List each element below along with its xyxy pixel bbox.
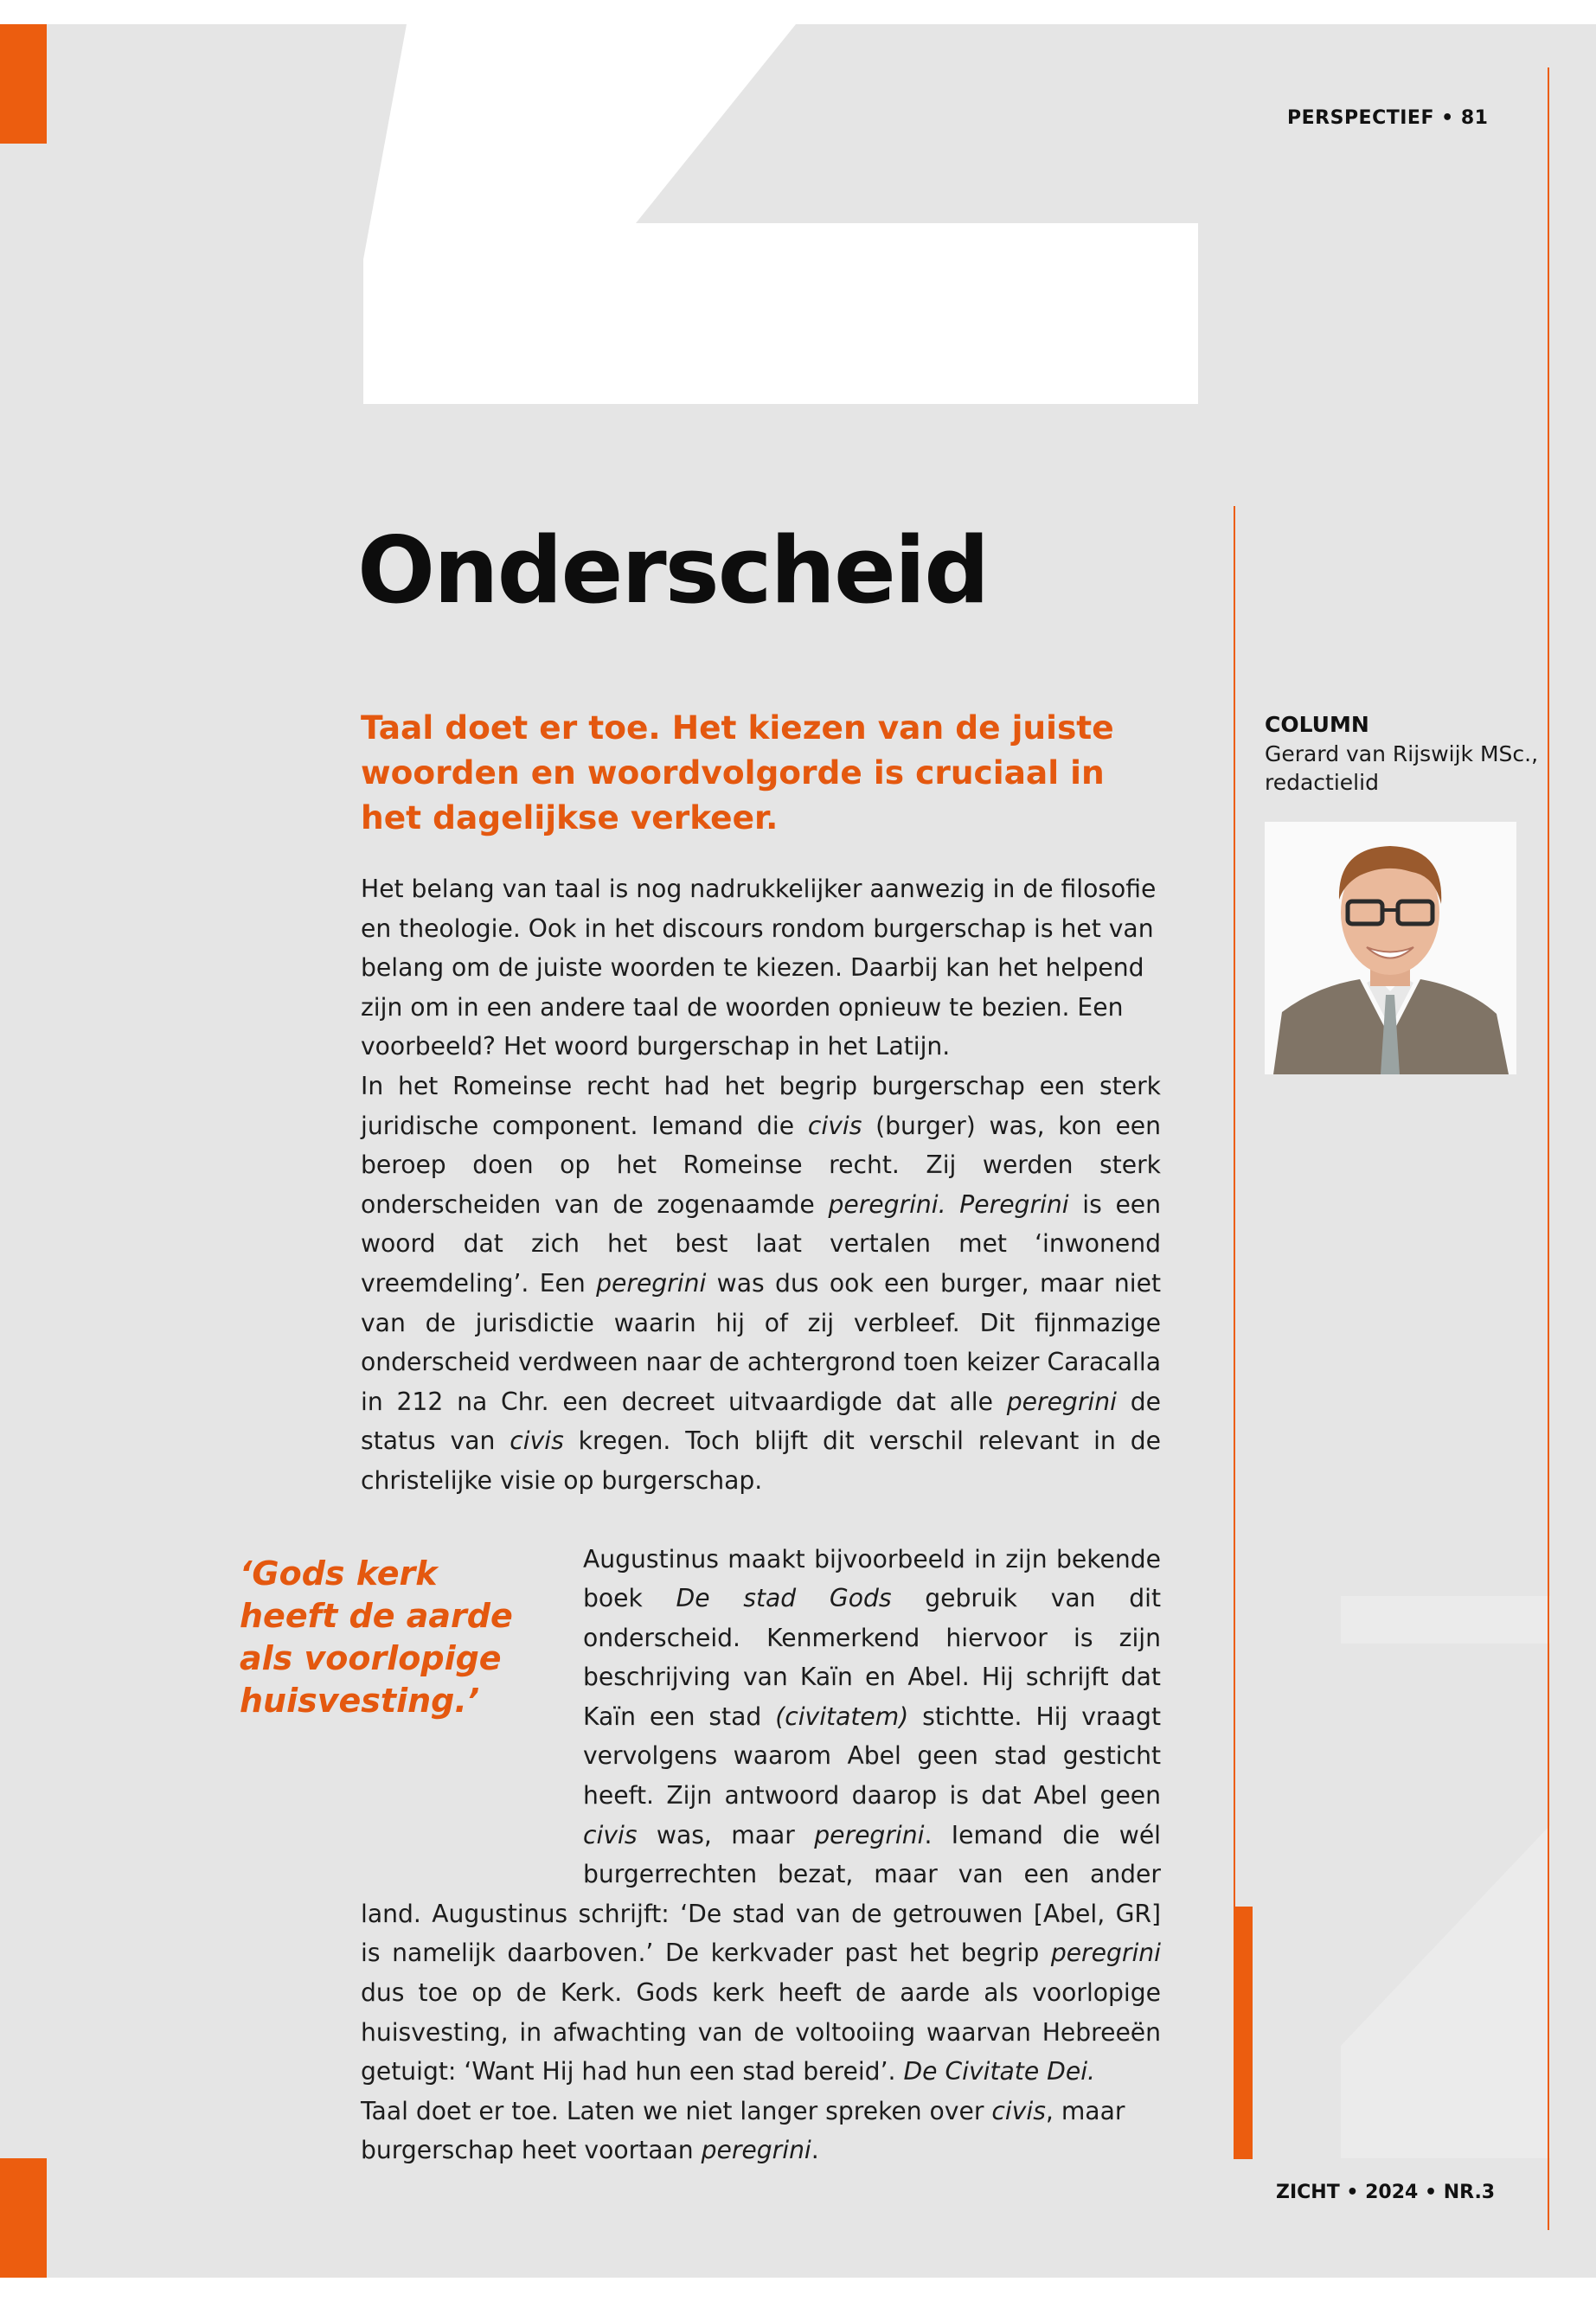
page-header: PERSPECTIEF • 81 (1287, 107, 1489, 129)
article-lead: Taal doet er toe. Het kiezen van de juiste woorden en woordvolgorde is cruciaal in het dagelijkse verkeer. (361, 708, 1114, 836)
author-credit: Gerard van Rijswijk MSc., redactielid (1265, 741, 1539, 795)
pull-quote: ‘Gods kerk heeft de aarde als voorlopige huisvesting.’ (240, 1554, 513, 1720)
article-title: Onderscheid (357, 517, 989, 624)
paragraph-4: Taal doet er toe. Laten we niet langer spreken over civis, maar burgerschap heet voortaan peregrini. (361, 2096, 1125, 2165)
author-portrait (1265, 822, 1516, 1074)
column-tag: COLUMN (1265, 712, 1369, 737)
z-logo-shape (363, 24, 1198, 404)
z-watermark-lower (1341, 1825, 1550, 2158)
column-divider-bar (1234, 1907, 1253, 2159)
paragraph-2: In het Romeinse recht had het begrip burgerschap een sterk juridische component. Iemand die civis (burger) was, kon een beroep doen op het Romeinse recht. Zij werden sterk onderscheiden van de zogenaamde peregrini. Peregrini is een woord dat zich het best laat vertalen met ‘inwonend vreemdeling’. Een peregrini was dus ook een burger, maar niet van de jurisdictie waarin hij of zij verbleef. Dit fijnmazige onderscheid verdween naar de achtergrond toen keizer Caracalla in 212 na Chr. een decreet uitvaardigde dat alle peregrini de status van civis kregen. Toch blijft dit verschil relevant in de christelijke visie op burgerschap. (361, 1071, 1162, 1495)
top-left-accent-bar (0, 24, 47, 144)
bottom-left-accent-bar (0, 2158, 47, 2278)
z-watermark-upper (1341, 1596, 1550, 1644)
right-rule-line (1548, 67, 1549, 2230)
paragraph-3: Augustinus maakt bijvoorbeeld in zijn bekende boek De stad Gods gebruik van dit onderscheid. Kenmerkend hiervoor is zijn beschrijving van Kaïn en Abel. Hij schrijft dat Kaïn een stad (civitatem) stichtte. Hij vraagt vervolgens waarom Abel geen stad gesticht heeft. Zijn antwoord daarop is dat Abel geen civis was, maar peregrini. Iemand die wél burgerrechten bezat, maar van een ander land. Augustinus schrijft: ‘De stad van de getrouwen [Abel, GR] is namelijk daarboven.’ De kerkvader past het begrip peregrini dus toe op de Kerk. Gods kerk heeft de aarde als voorlopige huisvesting, in afwachting van de voltooiing waarvan Hebreeën getuigt: ‘Want Hij had hun een stad bereid’. De Civitate Dei. (361, 1544, 1162, 2086)
page-footer: ZICHT • 2024 • NR.3 (1276, 2182, 1496, 2203)
paragraph-1: Het belang van taal is nog nadrukkelijker aanwezig in de filosofie en theologie. Ook in het discours rondom burgerschap is het van belang om de juiste woorden te kiezen. Daarbij kan het helpend zijn om in een andere taal de woorden opnieuw te bezien. Een voorbeeld? Het woord burgerschap in het Latijn. (361, 875, 1157, 1061)
article-body (361, 869, 1161, 2170)
